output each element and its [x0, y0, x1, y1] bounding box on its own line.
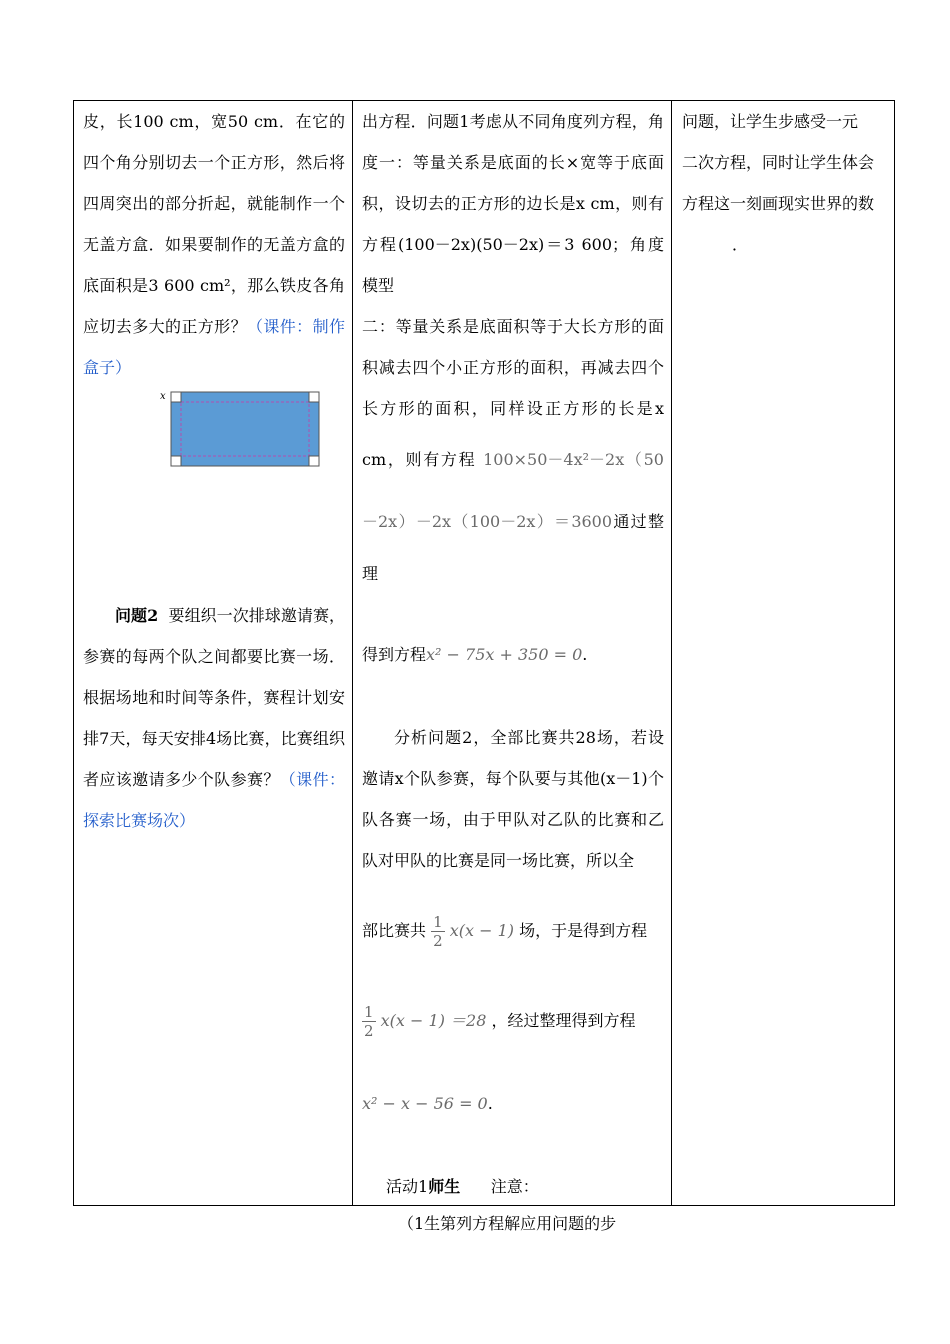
- analysis-paragraph-1: [362, 101, 664, 306]
- note-label: 注意：: [490, 1177, 539, 1196]
- problem-1-text: [83, 101, 345, 388]
- analysis-text: .: [487, 1094, 493, 1113]
- activity-label: 师生: [428, 1177, 461, 1196]
- analysis-text: 分析问题2，全部比赛共28场，若设邀请x个队参赛，每个队要与其他(x－1)个队各赛一场，由于甲队对乙队的比赛和乙队对甲队的比赛是同一场比赛，所以全: [362, 728, 664, 870]
- intent-line: 二次方程，同时让学生体会: [682, 153, 875, 172]
- intent-line: 方程这一刻画现实世界的数: [682, 194, 875, 213]
- analysis-text: .: [582, 645, 588, 664]
- analysis-text: ，经过整理得到方程: [491, 1011, 636, 1030]
- box-diagram: [160, 390, 320, 468]
- expression-x-x-minus-1: x(x − 1): [449, 921, 515, 940]
- analysis-paragraph-5: [362, 899, 664, 963]
- courseware-link-matches[interactable]: （课件：探索比赛场次）: [83, 770, 345, 830]
- analysis-text: 二：等量关系是底面积等于大长方形的面积减去四个小正方形的面积，再减去四个长方形的面积，同样设正方形的长是x cm，则有方程: [362, 317, 664, 469]
- analysis-paragraph-7: [362, 1083, 664, 1124]
- problem-2-label: 问题2: [115, 606, 159, 625]
- analysis-text: 得到方程: [362, 645, 427, 664]
- activity-note: [362, 1207, 664, 1241]
- analysis-paragraph-4: [362, 717, 664, 881]
- corner-square: [309, 392, 319, 402]
- equation-area: 100×50－4x²－2x（50－2x）－2x（100－2x）＝3600: [362, 450, 664, 531]
- analysis-paragraph-6: [362, 989, 664, 1053]
- column-divider: [671, 101, 672, 1205]
- corner-square: [171, 392, 181, 402]
- fraction-half: [362, 1003, 376, 1040]
- equation-quadratic-1: x² − 75x + 350 = 0: [426, 645, 583, 664]
- analysis-text: 通过整理: [362, 512, 664, 583]
- fraction-half: [431, 913, 445, 950]
- intent-line: ．: [732, 235, 749, 254]
- analysis-paragraph-3: [362, 634, 664, 675]
- column-divider: [352, 101, 353, 1205]
- problem-1-body: 皮，长100 cm，宽50 cm．在它的四个角分别切去一个正方形，然后将四周突出的部分折起，就能制作一个无盖方盒．如果要制作的无盖方盒的底面积是3 600 cm²，那么铁皮各角应切去多大的正方形？: [83, 112, 345, 336]
- activity-label: 活动1: [386, 1177, 429, 1196]
- intent-line: 问题，让学生步感受一元: [682, 112, 859, 131]
- analysis-text: 场，于是得到方程: [519, 921, 648, 940]
- analysis-column: [362, 101, 664, 1241]
- analysis-text: 部比赛共: [362, 921, 427, 940]
- corner-square: [171, 456, 181, 466]
- activity-heading: [362, 1166, 664, 1207]
- problem-2-body: 要组织一次排球邀请赛，参赛的每两个队之间都要比赛一场．根据场地和时间等条件，赛程计划安排7天，每天安排4场比赛，比赛组织者应该邀请多少个队参赛？: [83, 606, 345, 789]
- fraction-numerator: 1: [433, 913, 443, 931]
- problem-2-text: [83, 595, 345, 841]
- fraction-numerator: 1: [364, 1003, 374, 1021]
- corner-square: [309, 456, 319, 466]
- courseware-link-box[interactable]: （课件：制作盒子）: [83, 317, 345, 377]
- activity-text: （1生第列方程解应用问题的步: [398, 1214, 617, 1233]
- fraction-denominator: 2: [364, 1022, 374, 1040]
- analysis-paragraph-2: [362, 306, 664, 594]
- figure-x-label: x: [160, 391, 166, 402]
- intent-column: [682, 101, 892, 265]
- lesson-table: [73, 100, 895, 1233]
- sheet-rectangle: [171, 392, 319, 466]
- analysis-text: 出方程．问题1考虑从不同角度列方程，角度一：等量关系是底面的长×宽等于底面积，设切去的正方形的边长是x cm，则有方程(100－2x)(50－2x)＝3 600；角度模型: [362, 112, 664, 295]
- problem-column: [83, 101, 345, 830]
- equation-quadratic-2: x² − x − 56 = 0: [362, 1094, 488, 1113]
- equation-matches: x(x − 1) ＝28: [380, 1011, 487, 1030]
- fraction-denominator: 2: [433, 932, 443, 950]
